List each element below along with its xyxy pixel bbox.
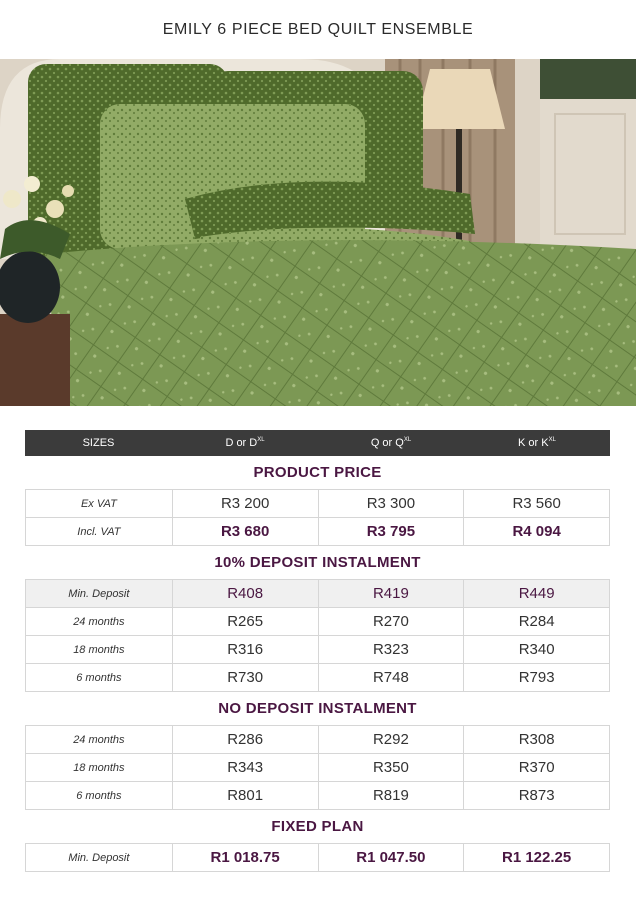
table-row	[26, 490, 610, 518]
row-label: Ex VAT	[26, 490, 173, 518]
price-cell: R3 680	[173, 518, 319, 546]
price-cell: R419	[319, 580, 465, 608]
price-cell: R1 047.50	[319, 844, 465, 872]
price-table	[25, 430, 610, 872]
price-cell: R370	[464, 754, 610, 782]
price-cell: R730	[173, 664, 319, 692]
price-cell: R3 560	[464, 490, 610, 518]
price-cell: R748	[319, 664, 465, 692]
price-cell: R1 122.25	[464, 844, 610, 872]
price-cell: R873	[464, 782, 610, 810]
price-cell: R408	[173, 580, 319, 608]
table-row	[26, 782, 610, 810]
table-row	[26, 726, 610, 754]
row-label: 6 months	[26, 782, 173, 810]
table-row	[26, 518, 610, 546]
price-cell: R449	[464, 580, 610, 608]
header-king: K or $K^{XL}$	[518, 437, 556, 449]
bed-illustration	[0, 59, 636, 406]
product-photo	[0, 59, 636, 406]
deposit-instalment-group	[25, 579, 610, 692]
price-cell: R350	[319, 754, 465, 782]
price-cell: R3 300	[319, 490, 465, 518]
price-cell: R819	[319, 782, 465, 810]
price-cell: R316	[173, 636, 319, 664]
price-cell: R286	[173, 726, 319, 754]
table-row	[26, 636, 610, 664]
row-label: Min. Deposit	[26, 844, 173, 872]
table-row	[26, 580, 610, 608]
no-deposit-instalment-group	[25, 725, 610, 810]
page-title: EMILY 6 PIECE BED QUILT ENSEMBLE	[162, 21, 474, 38]
price-cell: R3 200	[173, 490, 319, 518]
header-queen: Q or $Q^{XL}$	[370, 437, 412, 449]
table-row	[26, 844, 610, 872]
row-label: 6 months	[26, 664, 173, 692]
price-cell: R292	[319, 726, 465, 754]
row-label: 18 months	[26, 636, 173, 664]
price-cell: R793	[464, 664, 610, 692]
price-cell: R265	[173, 608, 319, 636]
table-row	[26, 608, 610, 636]
header-sizes: SIZES	[82, 437, 115, 449]
price-cell: R340	[464, 636, 610, 664]
table-header	[25, 430, 610, 456]
price-cell: R323	[319, 636, 465, 664]
price-cell: R3 795	[319, 518, 465, 546]
price-cell: R4 094	[464, 518, 610, 546]
price-cell: R343	[173, 754, 319, 782]
price-cell: R1 018.75	[173, 844, 319, 872]
row-label: 24 months	[26, 726, 173, 754]
price-cell: R284	[464, 608, 610, 636]
row-label: Incl. VAT	[26, 518, 173, 546]
header-double: D or $D^{XL}$	[225, 437, 265, 449]
section-title-deposit-instalment: 10% DEPOSIT INSTALMENT	[214, 554, 421, 571]
section-title-no-deposit-instalment: NO DEPOSIT INSTALMENT	[218, 700, 417, 717]
fixed-plan-group	[25, 843, 610, 872]
price-cell: R801	[173, 782, 319, 810]
row-label: Min. Deposit	[26, 580, 173, 608]
section-title-product-price: PRODUCT PRICE	[253, 464, 382, 481]
price-cell: R308	[464, 726, 610, 754]
product-price-group	[25, 489, 610, 546]
price-cell: R270	[319, 608, 465, 636]
table-row	[26, 664, 610, 692]
row-label: 18 months	[26, 754, 173, 782]
section-title-fixed-plan: FIXED PLAN	[271, 818, 364, 835]
table-row	[26, 754, 610, 782]
row-label: 24 months	[26, 608, 173, 636]
